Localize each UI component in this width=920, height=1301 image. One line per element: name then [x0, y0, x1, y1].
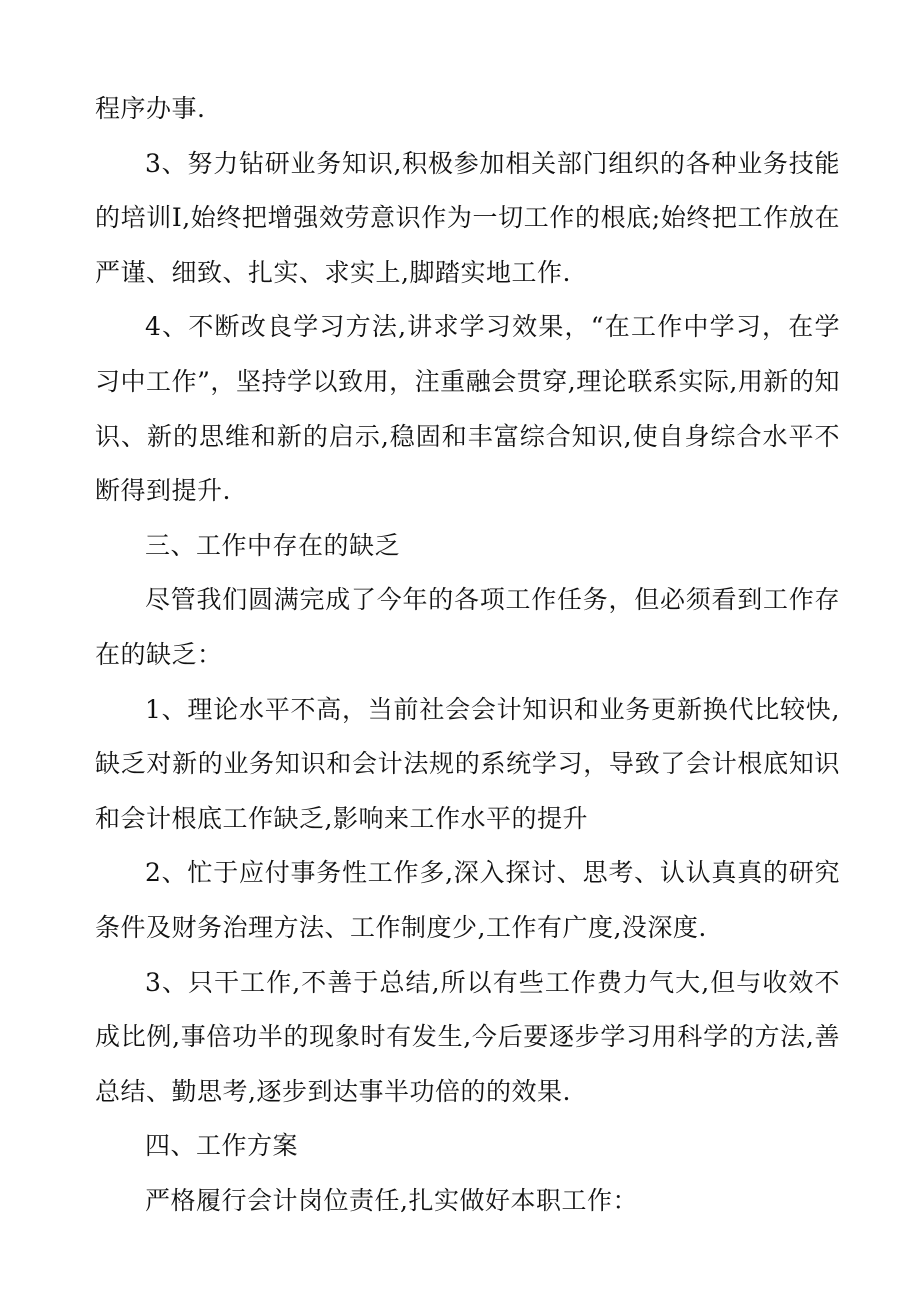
list-item-4-study-method: 4、不断改良学习方法,讲求学习效果，“在工作中学习，在学习中工作”，坚持学以致用，注重融会贯穿,理论联系实际,用新的知识、新的思维和新的启示,稳固和丰富综合知识,使自身综合水平不断得到提升. [95, 312, 840, 506]
list-item-2-routine-work: 2、忙于应付事务性工作多,深入探讨、思考、认认真真的研究条件及财务治理方法、工作制度少,工作有广度,没深度. [95, 858, 840, 942]
paragraph-continuation: 程序办事. [95, 94, 206, 123]
section-heading-work-plan: 四、工作方案 [145, 1131, 299, 1161]
paragraph-shortcomings-intro: 尽管我们圆满完成了今年的各项工作任务，但必须看到工作存在的缺乏： [95, 585, 840, 669]
paragraph-work-plan-intro: 严格履行会计岗位责任,扎实做好本职工作： [145, 1185, 638, 1215]
list-item-1-theory-level: 1、理论水平不高，当前社会会计知识和业务更新换代比较快,缺乏对新的业务知识和会计法规的系统学习，导致了会计根底知识和会计根底工作缺乏,影响来工作水平的提升 [95, 694, 840, 833]
section-heading-shortcomings: 三、工作中存在的缺乏 [145, 530, 401, 560]
list-item-3-summary: 3、只干工作,不善于总结,所以有些工作费力气大,但与收效不成比例,事倍功半的现象时有发生,今后要逐步学习用科学的方法,善总结、勤思考,逐步到达事半功倍的的效果. [95, 967, 840, 1106]
document-body [95, 82, 840, 1228]
list-item-3-training: 3、努力钻研业务知识,积极参加相关部门组织的各种业务技能的培训I,始终把增强效劳意识作为一切工作的根底;始终把工作放在严谨、细致、扎实、求实上,脚踏实地工作. [95, 148, 840, 287]
